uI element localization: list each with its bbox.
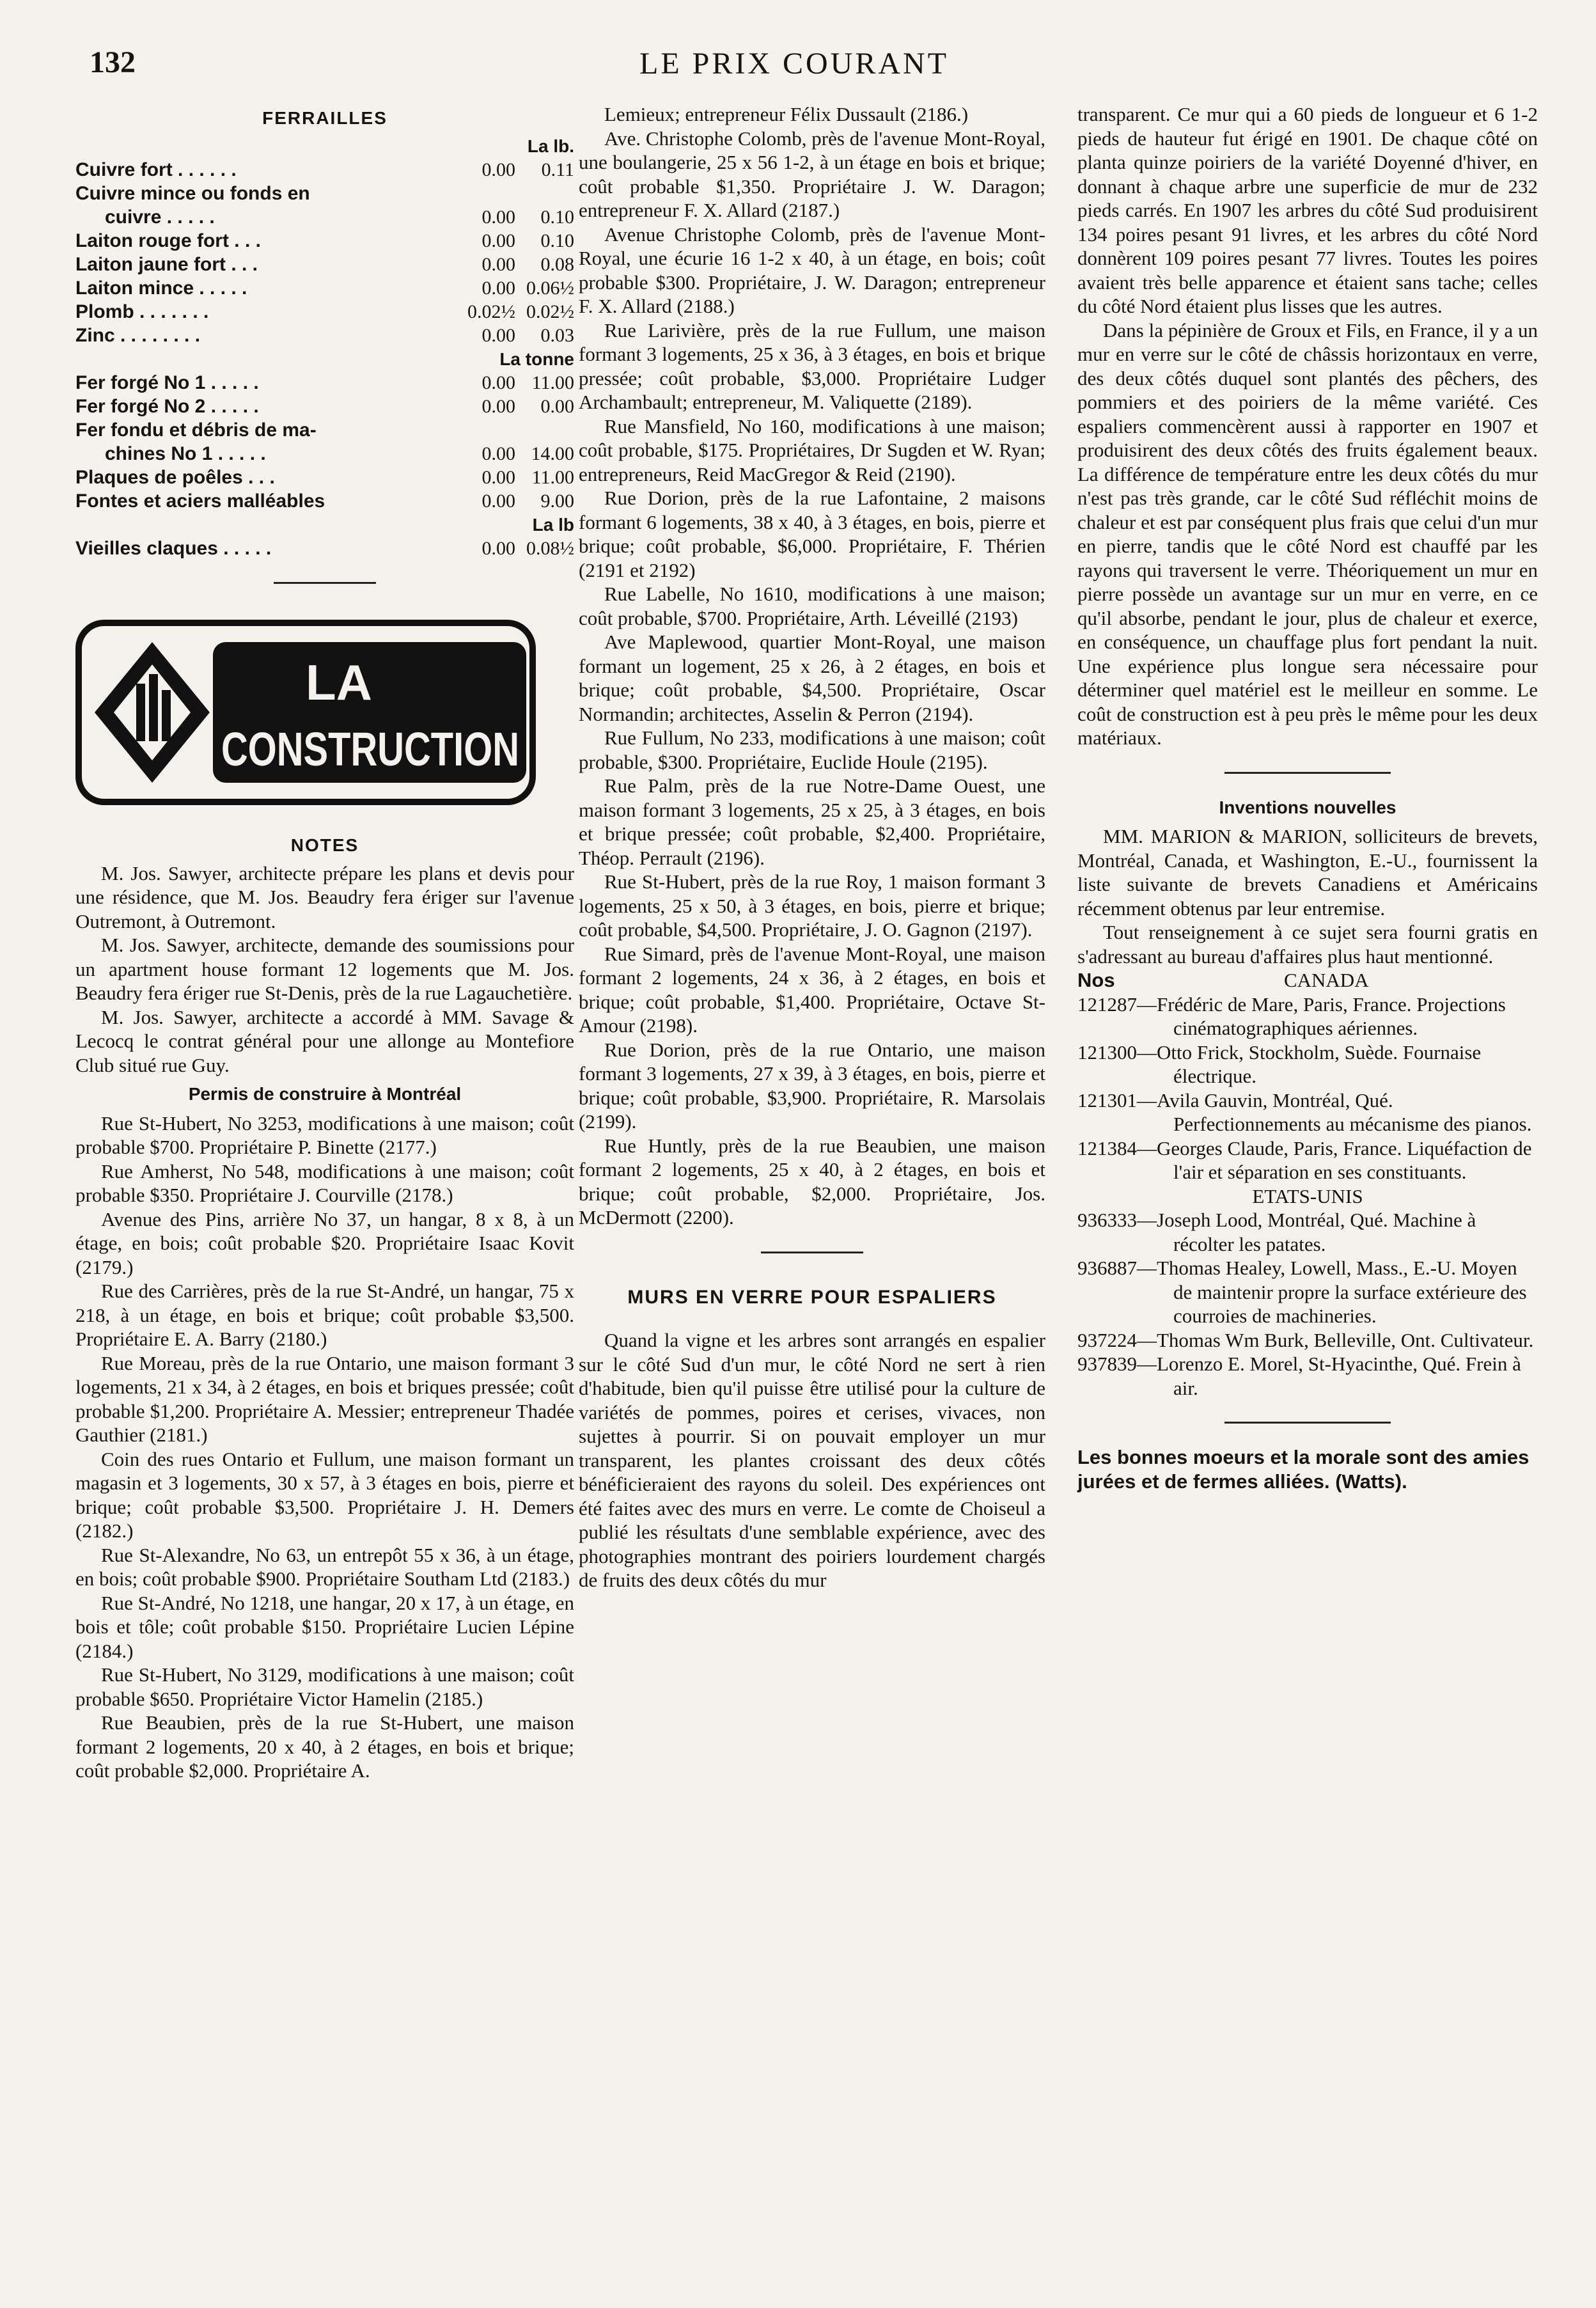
column-2 — [579, 102, 1045, 1592]
price-row — [75, 276, 574, 300]
column-1 — [75, 102, 574, 1783]
permit-entry: Rue St-Hubert, No 3253, modifications à une maison; coût probable $700. Propriétaire P. Binette (2177.) — [75, 1111, 574, 1158]
price-row — [75, 466, 574, 489]
unit-label: La lb — [532, 514, 574, 535]
usa-label: ETATS-UNIS — [1252, 1184, 1363, 1207]
permit-entry: Rue des Carrières, près de la rue St-André, un hangar, 75 x 218, à un étage, en bois et brique; coût probable $3,500. Propriétaire E. A. Barry (2180.) — [75, 1280, 574, 1350]
price-row — [75, 300, 574, 324]
nos-label: Nos — [1077, 969, 1115, 991]
notes-paragraph: M. Jos. Sawyer, architecte a accordé à MM. Savage & Lecocq le contrat général pour une allonge au Montefiore Club situé rue Guy. — [75, 1005, 574, 1076]
permit-entry: Rue Amherst, No 548, modifications à une maison; coût probable $350. Propriétaire J. Courville (2178.) — [75, 1159, 574, 1206]
permit-entry: Ave Maplewood, quartier Mont-Royal, une maison formant un logement, 25 x 26, à 2 étages, en bois et brique; coût probable, $4,500. Propriétaire, Oscar Normandin; architectes, Asselin & Perron (2194). — [579, 631, 1045, 725]
price-row — [75, 253, 574, 276]
patent-entry: 121301—Avila Gauvin, Montréal, Qué. Perfectionnements au mécanisme des pianos. — [1077, 1088, 1532, 1135]
item-name: Laiton rouge fort . . . — [75, 230, 261, 251]
ferrailles-title: FERRAILLES — [262, 108, 387, 128]
item-name: Vieilles claques . . . . . — [75, 537, 272, 559]
price-row — [75, 537, 574, 560]
permit-entry: Rue Palm, près de la rue Notre-Dame Ouest, une maison formant 3 logements, 25 x 25, à 3 étages, en bois et brique pressée; coût probable, $2,400. Propriétaire, Théop. Perrault (2196). — [579, 774, 1045, 869]
price-row — [75, 395, 574, 418]
permit-entry: Rue St-Hubert, No 3129, modifications à une maison; coût probable $650. Propriétaire Victor Hamelin (2185.) — [75, 1663, 574, 1710]
price-low: 0.00 — [481, 443, 515, 464]
divider — [274, 582, 376, 584]
price-low: 0.00 — [481, 277, 515, 299]
permit-entry: Rue Simard, près de l'avenue Mont-Royal, une maison formant 2 logements, 24 x 36, à 2 étages, en bois et brique; coût probable, $1,400. Propriétaire, Octave St-Amour (2198). — [579, 942, 1045, 1037]
item-name: Plaques de poêles . . . — [75, 466, 275, 488]
patent-entry: 936887—Thomas Healey, Lowell, Mass., E.-U. Moyen de maintenir propre la surface extérieure des courroies de machineries. — [1077, 1257, 1527, 1327]
price-high: 0.10 — [540, 230, 574, 251]
murs-paragraph-1-cont: transparent. Ce mur qui a 60 pieds de longueur et 6 1-2 pieds de hauteur fut érigé en 1901. De chaque côté on planta quinze poiriers de la variété Doyenné d'hiver, en donnant à chaque arbre une superficie de mur de 232 pieds carrés. En 1907 les arbres du côté Sud produisirent 134 poires pesant 91 livres, et les arbres du côté Nord donnèrent 109 poires pesant 77 livres. Toutes les poires avaient très belle apparence et étaient sans tache; celles du côté Nord étaient plus lisses que les autres. — [1077, 103, 1538, 317]
item-name: Zinc . . . . . . . . — [75, 324, 201, 346]
closing-quote: Les bonnes moeurs et la morale sont des amies jurées et de fermes alliées. (Watts). — [1077, 1446, 1529, 1493]
price-low: 0.00 — [481, 372, 515, 393]
usa-patent-list — [1077, 1208, 1538, 1400]
unit-header-row — [75, 134, 574, 158]
column-3 — [1077, 102, 1538, 1493]
murs-title: MURS EN VERRE POUR ESPALIERS — [627, 1286, 997, 1308]
item-name: Plomb . . . . . . . — [75, 301, 209, 322]
item-name: Laiton jaune fort . . . — [75, 253, 258, 275]
permit-entry: Rue Labelle, No 1610, modifications à une maison; coût probable, $700. Propriétaire, Arth. Léveillé (2193) — [579, 583, 1045, 629]
permis-list-col2 — [579, 102, 1045, 1230]
price-low: 0.00 — [481, 159, 515, 180]
permit-entry: Rue St-Alexandre, No 63, un entrepôt 55 x 36, à un étage, en bois; coût probable $900. Propriétaire Southam Ltd (2183.) — [75, 1543, 574, 1590]
price-row — [75, 205, 574, 229]
divider — [1224, 1422, 1391, 1424]
permit-entry: Ave. Christophe Colomb, près de l'avenue Mont-Royal, une boulangerie, 25 x 56 1-2, à un étage en bois et brique; coût probable $1,350. Propriétaire J. W. Daragon; entrepreneur F. X. Allard (2187.) — [579, 127, 1045, 221]
permit-entry: Rue Larivière, près de la rue Fullum, une maison formant 3 logements, 25 x 36, à 3 étages, en bois et brique pressée; coût probable, $3,000. Propriétaire Ludger Archambault; entrepreneur, M. Valiquette (2189). — [579, 318, 1045, 413]
price-row — [75, 229, 574, 253]
patent-entry: 121384—Georges Claude, Paris, France. Liquéfaction de l'air et séparation en ses constituants. — [1077, 1136, 1532, 1183]
inventions-intro: MM. MARION & MARION, solliciteurs de brevets, Montréal, Canada, et Washington, E.-U., fournissent la liste suivante de brevets Canadiens et Américains récemment obtenus par leur entremise. — [1077, 825, 1538, 920]
logo-line2: CONSTRUCTION — [221, 722, 519, 776]
patent-entry: 937839—Lorenzo E. Morel, St-Hyacinthe, Qué. Frein à air. — [1077, 1353, 1521, 1399]
permit-entry: Avenue des Pins, arrière No 37, un hangar, 8 x 8, à un étage, en bois; coût probable $20. Propriétaire Isaac Kovit (2179.) — [75, 1207, 574, 1278]
item-name: Fontes et aciers malléables — [75, 490, 325, 512]
item-name: cuivre . . . . . — [105, 206, 215, 228]
price-high: 11.00 — [531, 466, 574, 488]
price-low: 0.00 — [481, 206, 515, 228]
notes-paragraph: M. Jos. Sawyer, architecte prépare les plans et devis pour une résidence, que M. Jos. Beaudry fera ériger sur l'avenue Outremont, à Outremont. — [75, 861, 574, 932]
notes-paragraph: M. Jos. Sawyer, architecte, demande des soumissions pour un apartment house formant 12 logements que M. Jos. Beaudry fera ériger rue St-Denis, près de la rue Lagauchetière. — [75, 934, 574, 1004]
price-low: 0.02½ — [467, 301, 515, 322]
patent-entry: 936333—Joseph Lood, Montréal, Qué. Machine à récolter les patates. — [1077, 1209, 1476, 1255]
patent-header — [1077, 968, 1538, 993]
unit-header-row — [75, 347, 574, 371]
price-high: 9.00 — [540, 490, 574, 512]
item-name: Cuivre mince ou fonds en — [75, 182, 310, 204]
price-high — [515, 182, 574, 205]
permit-entry: Rue Fullum, No 233, modifications à une maison; coût probable, $300. Propriétaire, Euclide Houle (2195). — [579, 726, 1045, 773]
price-low: 0.00 — [481, 395, 515, 417]
unit-label: La lb. — [527, 136, 574, 156]
patent-entry: 937224—Thomas Wm Burk, Belleville, Ont. Cultivateur. — [1077, 1328, 1534, 1351]
murs-paragraph-2: Dans la pépinière de Groux et Fils, en France, il y a un mur en verre sur le côté de châssis horizontaux en verre, des deux côtés duquel sont plantés des pêchers, des pommiers et des poiriers de la même variété. Ces espaliers commencèrent aussi à rapporter en 1907 et produisirent des deux côtés des fruits également beaux. La différence de température entre les deux côtés du mur n'est pas très grande, car le côté Sud réfléchit moins de chaleur et est par conséquent plus frais que celui d'un mur en pierre, tandis que le côté Nord est chauffé par les rayons qui traversent le verre. Théoriquement un mur en pierre possède un avantage sur un mur en verre, en ce qu'il absorbe, pendant le jour, plus de chaleur et exerce, en conséquence, un chauffage plus fort pendant la nuit. Une expérience plus longue sera nécessaire pour déterminer quel matériel est le meilleur en somme. Le coût de construction est à peu près le même pour les deux matériaux. — [1077, 318, 1538, 749]
price-high: 0.08 — [540, 253, 574, 275]
permit-entry: Rue Moreau, près de la rue Ontario, une maison formant 3 logements, 21 x 34, à 2 étages, en bois et briques pressée; coût probable $1,200. Propriétaire A. Messier; entrepreneur Thadée Gauthier (2181.) — [75, 1351, 574, 1446]
item-name: Fer forgé No 2 . . . . . — [75, 395, 259, 417]
price-row — [75, 489, 574, 513]
permit-entry: Rue Dorion, près de la rue Lafontaine, 2 maisons formant 6 logements, 38 x 40, à 3 étages, en bois, pierre et brique; coût probable, $6,000. Propriétaire, F. Thérien (2191 et 2192) — [579, 487, 1045, 581]
price-high: 0.02½ — [526, 301, 574, 322]
price-low — [457, 182, 515, 205]
unit-label: La tonne — [499, 349, 574, 369]
price-low: 0.00 — [481, 324, 515, 346]
notes-body — [75, 861, 574, 1078]
price-high: 11.00 — [531, 372, 574, 393]
price-low: 0.00 — [481, 490, 515, 512]
canada-patent-list — [1077, 993, 1538, 1184]
permis-list-col1 — [75, 1111, 574, 1783]
price-row — [75, 418, 574, 442]
item-name: Laiton mince . . . . . — [75, 277, 247, 299]
logo-line1: LA — [306, 654, 372, 710]
patent-entry: 121300—Otto Frick, Stockholm, Suède. Fournaise électrique. — [1077, 1040, 1482, 1087]
canada-label: CANADA — [1283, 969, 1369, 991]
price-high: 14.00 — [531, 443, 574, 464]
inventions-title: Inventions nouvelles — [1219, 797, 1396, 817]
murs-paragraph-1: Quand la vigne et les arbres sont arrangés en espalier sur le côté Sud d'un mur, le côté Nord ne sert à rien d'habitude, bien qu'il puisse être utilisé pour la culture de variétés de pommes, poires et cerises, vivaces, non sujettes à pourrir. Si on pouvait employer un mur transparent, les plantes croissant des deux côtés bénéficieraient des rayons du soleil. Des expériences ont été faites avec des murs en verre. Le comte de Choiseul a publié les résultats d'une semblable expérience, avec des photographies montrant des poiriers lourdement chargés de fruits des deux côtés du mur — [579, 1329, 1045, 1591]
permit-entry: Coin des rues Ontario et Fullum, une maison formant un magasin et 3 logements, 30 x 57, à 3 étages en bois, pierre et brique; coût probable $3,500. Propriétaire J. H. Demers (2182.) — [75, 1447, 574, 1542]
price-high: 0.06½ — [526, 277, 574, 299]
item-name: Fer forgé No 1 . . . . . — [75, 372, 259, 393]
notes-title: NOTES — [290, 835, 359, 855]
permit-entry: Rue St-Hubert, près de la rue Roy, 1 maison formant 3 logements, 25 x 50, à 3 étages, en bois, pierre et brique; coût probable, $4,500. Propriétaire, J. O. Gagnon (2197). — [579, 870, 1045, 941]
unit-header-row — [75, 513, 574, 537]
permit-entry: Rue Beaubien, près de la rue St-Hubert, une maison formant 2 logements, 20 x 40, à 2 étages, en bois et brique; coût probable $2,000. Propriétaire A. — [75, 1711, 574, 1782]
price-row — [75, 324, 574, 347]
page-number: 132 — [90, 45, 136, 79]
item-name: Cuivre fort . . . . . . — [75, 159, 237, 180]
permit-entry: Lemieux; entrepreneur Félix Dussault (2186.) — [604, 103, 969, 125]
inventions-intro-2: Tout renseignement à ce sujet sera fourni gratis en s'adressant au bureau d'affaires plus haut mentionné. — [1077, 921, 1538, 968]
permit-entry: Rue Huntly, près de la rue Beaubien, une maison formant 2 logements, 25 x 40, à 2 étages, en bois et brique; coût probable, $2,000. Propriétaire, Jos. McDermott (2200). — [579, 1134, 1045, 1229]
journal-title: LE PRIX COURANT — [639, 47, 950, 81]
permit-entry: Avenue Christophe Colomb, près de l'avenue Mont-Royal, une écurie 16 1-2 x 40, à un étage, en bois; coût probable $300. Propriétaire, J. W. Daragon; entrepreneur F. X. Allard (2188.) — [579, 223, 1045, 317]
price-row — [75, 158, 574, 182]
price-high: 0.10 — [540, 206, 574, 228]
price-low — [457, 418, 515, 442]
price-high: 0.03 — [540, 324, 574, 346]
price-high: 0.08½ — [526, 537, 574, 559]
price-row — [75, 371, 574, 395]
permit-entry: Rue St-André, No 1218, une hangar, 20 x 17, à un étage, en bois et tôle; coût probable $150. Propriétaire Lucien Lépine (2184.) — [75, 1591, 574, 1662]
price-low: 0.00 — [481, 253, 515, 275]
divider — [1224, 772, 1391, 774]
price-high: 0.11 — [541, 159, 574, 180]
item-name: chines No 1 . . . . . — [105, 443, 266, 464]
item-name: Fer fondu et débris de ma- — [75, 419, 317, 441]
permis-title: Permis de construire à Montréal — [188, 1084, 462, 1104]
permit-entry: Rue Dorion, près de la rue Ontario, une maison formant 3 logements, 27 x 39, à 3 étages, en bois, pierre et brique; coût probable, $3,900. Propriétaire, R. Marsolais (2199). — [579, 1038, 1045, 1133]
price-low: 0.00 — [481, 230, 515, 251]
price-row — [75, 442, 574, 466]
price-row — [75, 182, 574, 205]
ferrailles-table — [75, 134, 574, 560]
la-construction-logo — [75, 620, 536, 805]
price-low: 0.00 — [481, 466, 515, 488]
price-high: 0.00 — [540, 395, 574, 417]
permit-entry: Rue Mansfield, No 160, modifications à une maison; coût probable, $175. Propriétaires, Dr Sugden et W. Ryan; entrepreneurs, Reid MacGregor & Reid (2190). — [579, 414, 1045, 485]
divider — [761, 1252, 863, 1253]
price-low: 0.00 — [481, 537, 515, 559]
patent-entry: 121287—Frédéric de Mare, Paris, France. Projections cinématographiques aériennes. — [1077, 993, 1506, 1039]
price-high — [515, 418, 574, 442]
